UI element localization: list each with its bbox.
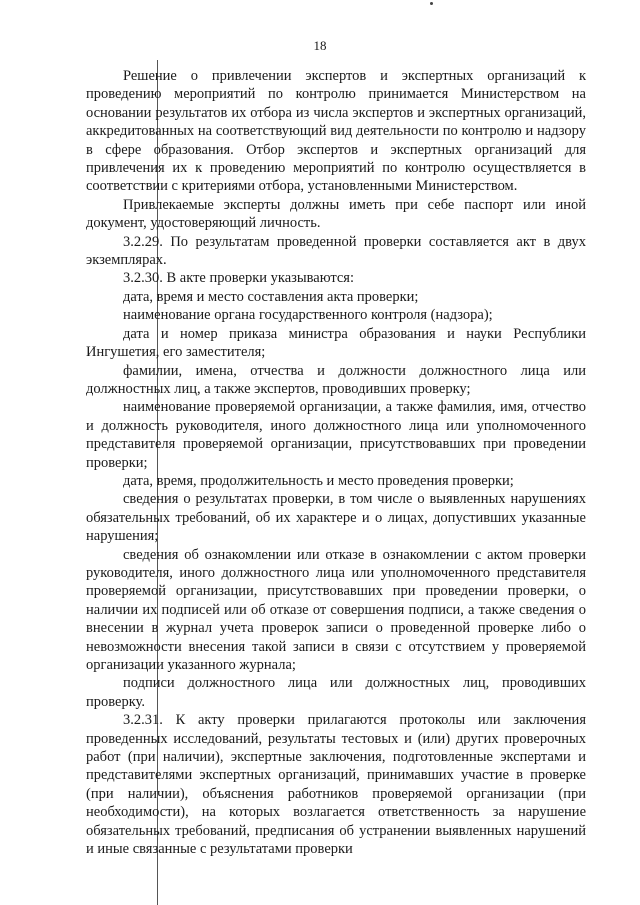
paragraph: подписи должностного лица или должностных лиц, проводивших проверку. xyxy=(86,675,586,710)
paragraph: Решение о привлечении экспертов и экспертных организаций к проведению мероприятий по контролю принимается Министерством на основании результатов их отбора из числа экспертов и экспертных организаций, аккредитованных на соответствующий вид деятельности по контролю и надзору в сфере образования. Отбор экспертов и экспертных организаций для привлечения их к проведению мероприятий по контролю осуществляется в соответствии с критериями отбора, установленными Министерством. xyxy=(86,68,586,195)
page-number: 18 xyxy=(313,38,327,53)
paragraph: Привлекаемые эксперты должны иметь при себе паспорт или иной документ, удостоверяющий личность. xyxy=(86,196,586,232)
scan-speck xyxy=(430,2,433,5)
paragraph: сведения о результатах проверки, в том числе о выявленных нарушениях обязательных требований, об их характере и о лицах, допустивших указанные нарушения; xyxy=(86,491,586,545)
paragraph: наименование органа государственного контроля (надзора); xyxy=(123,307,493,324)
paragraph: 3.2.30. В акте проверки указываются: xyxy=(123,270,354,287)
paragraph: 3.2.31. К акту проверки прилагаются протоколы или заключения проведенных исследований, результаты тестовых и (или) других проверочных работ (при наличии), экспертные заключения, подготовленные экспертами и представителями экспертных организаций, принимавших участие в проверке (при наличии), объяснения работников проверяемой организации (при необходимости), на которых возлагается ответственность за нарушение обязательных требований, предписания об устранении выявленных нарушений и иные связанные с результатами проверки xyxy=(86,712,586,858)
paragraph: дата, время и место составления акта проверки; xyxy=(123,288,419,305)
paragraph: сведения об ознакомлении или отказе в ознакомлении с актом проверки руководителя, иного должностного лица или уполномоченного представителя проверяемой организации, присутствовавших при проведении проверки, о наличии их подписей или об отказе от совершения подписи, а также сведения о внесении в журнал учета проверок записи о проведенной проверке либо о невозможности внесения такой записи в связи с отсутствием у проверяемой организации указанного журнала; xyxy=(86,546,586,673)
paragraph: наименование проверяемой организации, а также фамилия, имя, отчество и должность руководителя, иного должностного лица или уполномоченного представителя проверяемой организации, присутствовавших при проведении проверки; xyxy=(86,399,586,471)
paragraph: дата и номер приказа министра образования и науки Республики Ингушетия, его заместителя; xyxy=(86,325,586,361)
body-text xyxy=(86,67,586,858)
paragraph: фамилии, имена, отчества и должности должностного лица или должностных лиц, а также экспертов, проводивших проверку; xyxy=(86,362,586,397)
paragraph: 3.2.29. По результатам проведенной проверки составляется акт в двух экземплярах. xyxy=(86,233,586,269)
paragraph: дата, время, продолжительность и место проведения проверки; xyxy=(123,472,514,489)
